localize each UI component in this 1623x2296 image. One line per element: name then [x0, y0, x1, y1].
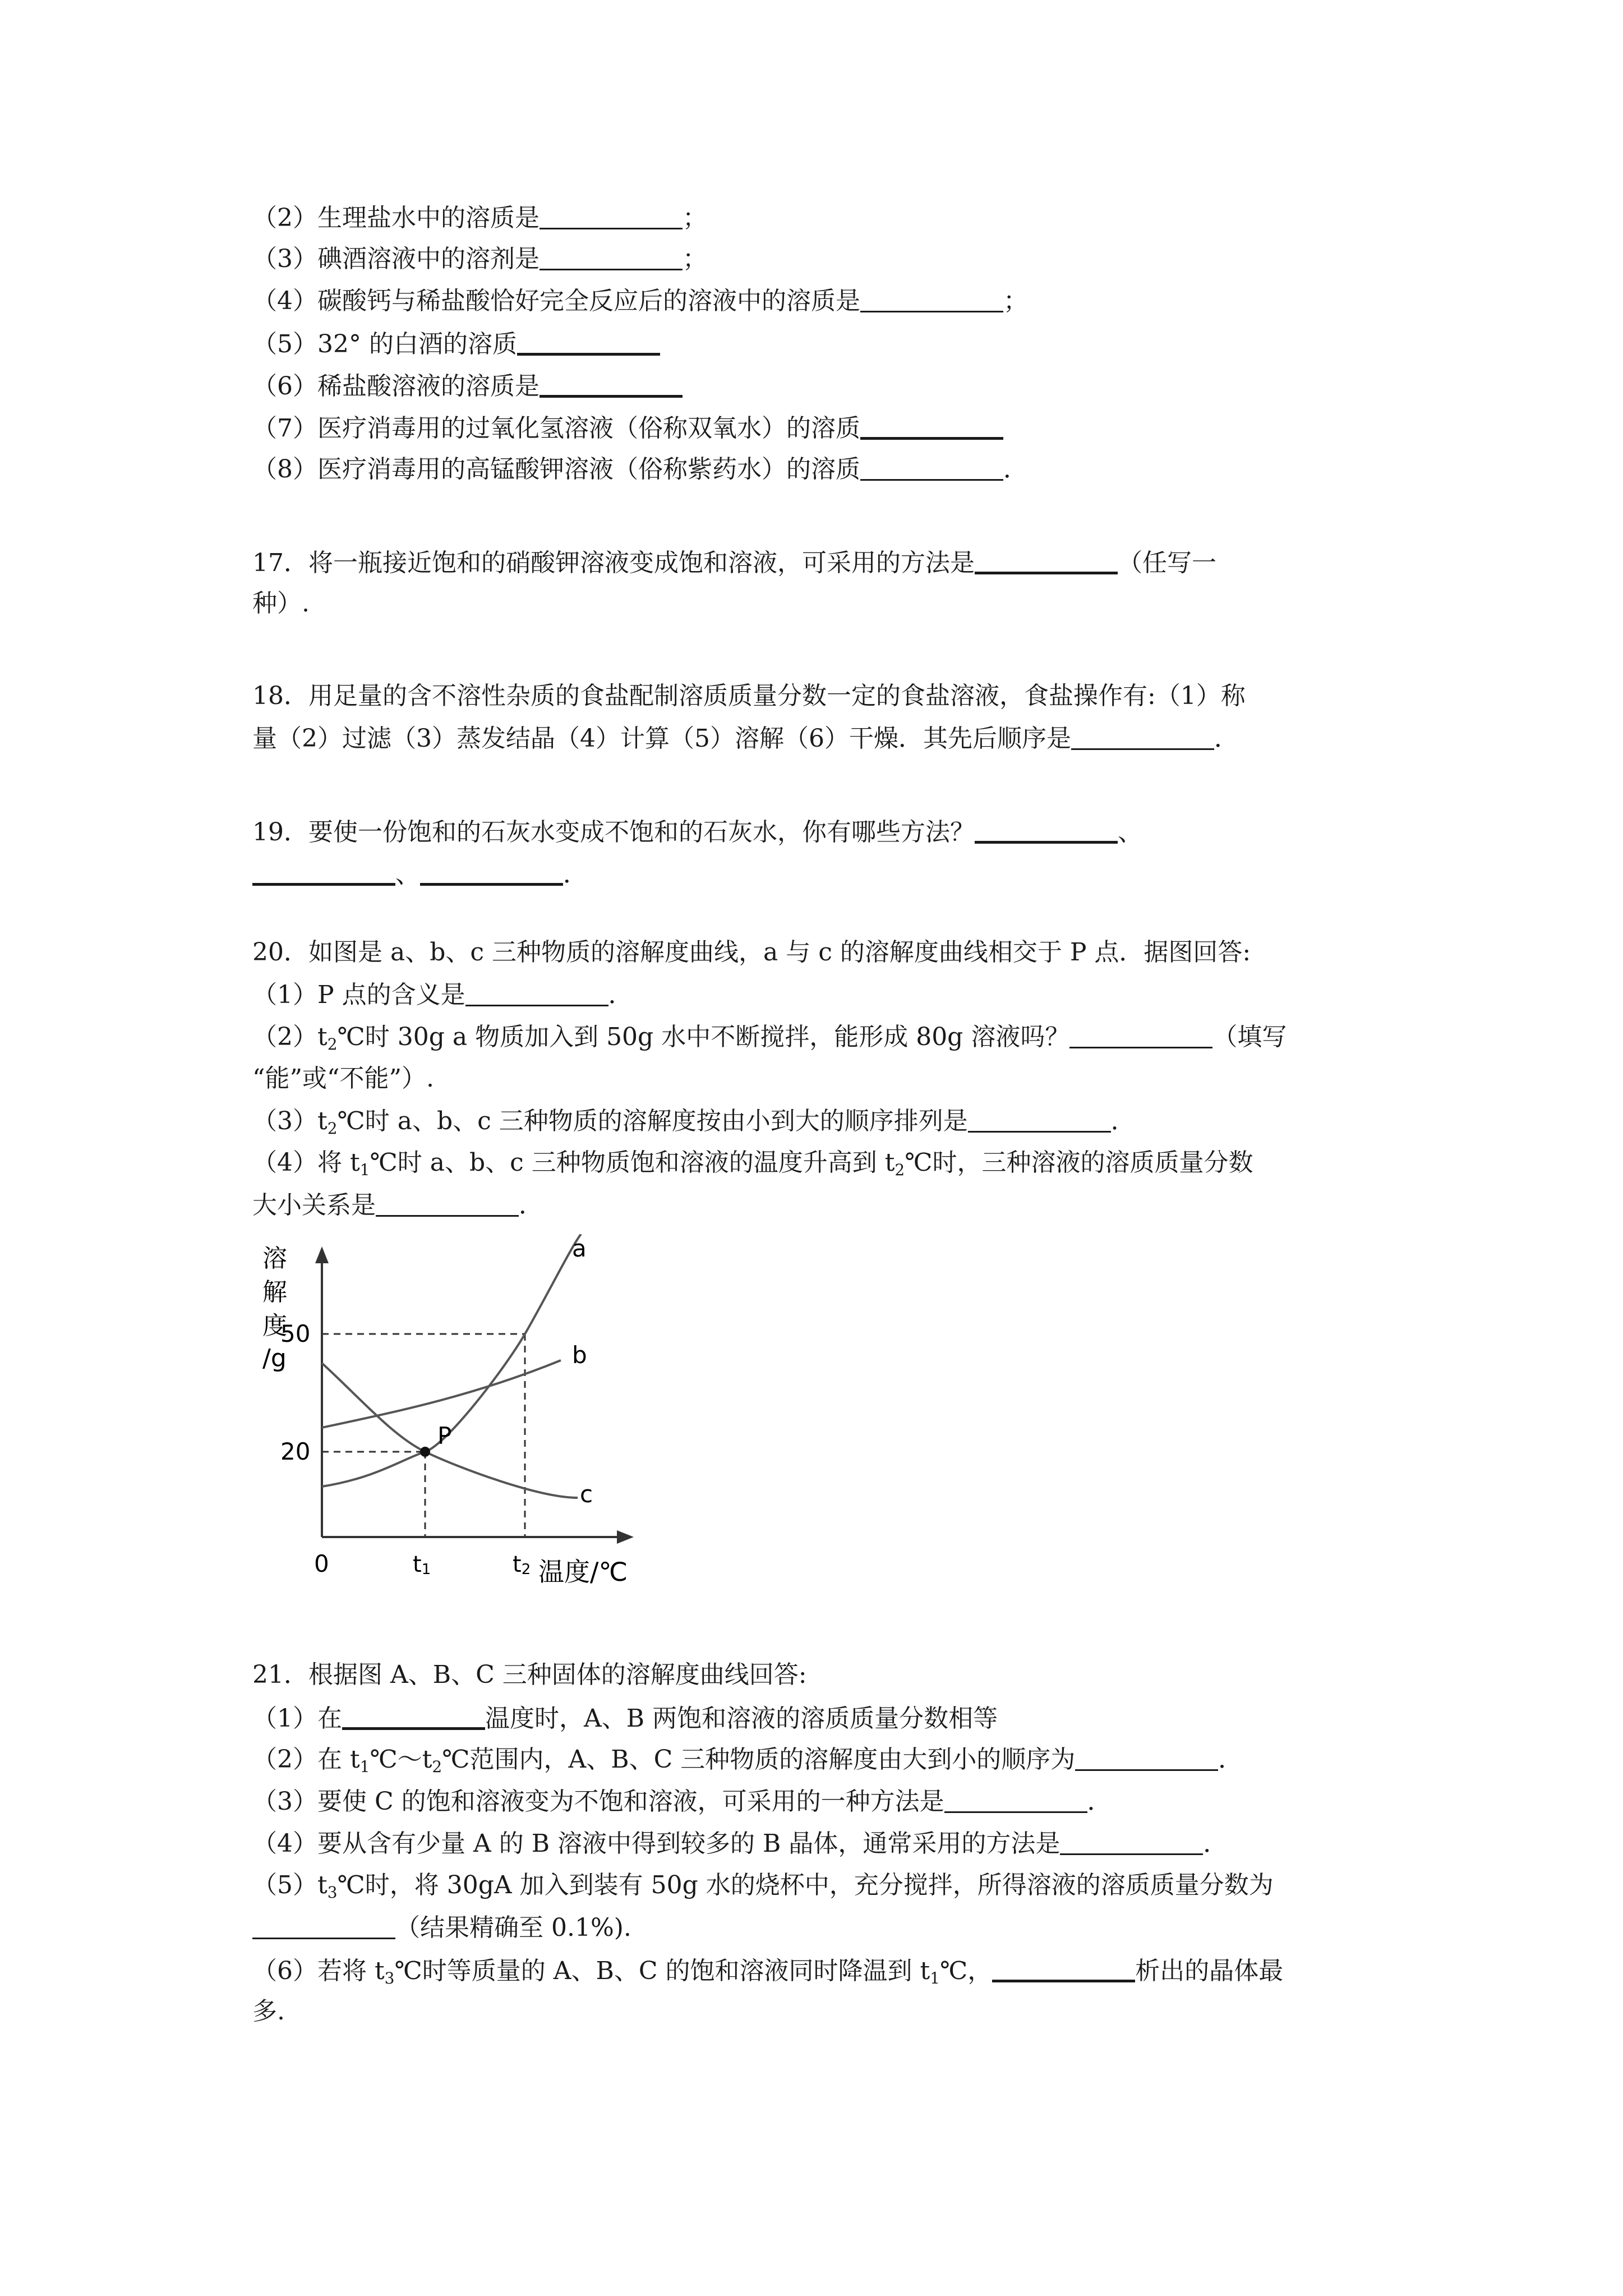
q18-line-1: 18．用足量的含不溶性杂质的食盐配制溶质质量分数一定的食盐溶液，食盐操作有:（1）称 [252, 682, 1246, 710]
y-tick-50: 50 [280, 1320, 311, 1347]
x-tick-t2: t2 [513, 1552, 531, 1578]
answer-blank[interactable] [1071, 724, 1214, 750]
answer-blank[interactable] [860, 286, 1003, 312]
y-axis-label-char-4: /g [262, 1344, 287, 1373]
answer-blank[interactable] [944, 1787, 1087, 1813]
solubility-chart [247, 1234, 707, 1604]
x-tick-0: 0 [314, 1550, 329, 1577]
q21-item-5: $(5)t_3℃$时，将 30gA 加入到装有 50g 水的烧杯中，充分搅拌，所得溶液的溶质质量分数为 [252, 1871, 1274, 1902]
q21-item-1: （1）在 温度时，A、B 两饱和溶液的溶质质量分数相等 [252, 1703, 998, 1733]
answer-blank[interactable] [1075, 1745, 1218, 1771]
y-tick-20: 20 [280, 1438, 311, 1465]
q21-item-6: （6）若将 $t_3℃$时等质量的 A、B、C 的饱和溶液同时降温到 $t_1℃$， 析出的晶体最 [252, 1955, 1283, 1993]
q21-item-5-cont: （结果精确至 0.1%). [252, 1913, 631, 1943]
x-axis-arrow [617, 1530, 634, 1544]
answer-blank[interactable] [1069, 1022, 1212, 1048]
q16-item-8: （8）医疗消毒用的高锰酸钾溶液（俗称紫药水）的溶质 ． [252, 455, 1028, 484]
q17-line-2: 种）. [252, 589, 310, 618]
q20-item-1: （1）P 点的含义是 ． [252, 981, 633, 1009]
x-tick-t1: t1 [413, 1552, 431, 1578]
q16-item-5: （5）32° 的白酒的溶质 [252, 328, 660, 359]
q19-line-1: 19．要使一份饱和的石灰水变成不饱和的石灰水，你有哪些方法？ 、 [252, 816, 1142, 847]
point-label-p: P [437, 1422, 452, 1450]
y-axis-label-char-2: 解 [262, 1278, 287, 1306]
answer-blank[interactable] [252, 858, 395, 886]
answer-blank[interactable] [540, 370, 683, 398]
answer-blank[interactable] [860, 454, 1003, 481]
x-axis-label: 温度/℃ [538, 1557, 628, 1587]
y-axis-label-char-3: 度 [262, 1312, 287, 1340]
answer-blank[interactable] [540, 244, 683, 270]
q21-item-2: （2）在 $t_1℃\sim t_2℃$范围内，A、B、C 三种物质的溶解度由大到小的顺序为 ． [252, 1745, 1243, 1776]
q20-item-3: $(3)t_2℃$时 a、b、c 三种物质的溶解度按由小到大的顺序排列是 ． [252, 1107, 1136, 1138]
q20-stem: 20．如图是 a、b、c 三种物质的溶解度曲线，a 与 c 的溶解度曲线相交于 P 点．据图回答: [252, 938, 1251, 967]
series-label-c: c [580, 1480, 593, 1508]
answer-blank[interactable] [517, 328, 660, 356]
q17-line-1: 17．将一瓶接近饱和的硝酸钾溶液变成饱和溶液，可采用的方法是 （任写一 [252, 547, 1216, 578]
answer-blank[interactable] [420, 858, 563, 886]
answer-blank[interactable] [968, 1106, 1111, 1133]
q21-stem: 21．根据图 A、B、C 三种固体的溶解度曲线回答: [252, 1660, 807, 1689]
q16-item-4: （4）碳酸钙与稀盐酸恰好完全反应后的溶液中的溶质是 ； [252, 287, 1028, 315]
q20-item-2: $(2)t_2℃$时 30g a 物质加入到 50g 水中不断搅拌，能形成 80g 溶液吗？ （填写 [252, 1023, 1287, 1053]
q16-item-2: （2）生理盐水中的溶质是 ； [252, 204, 707, 232]
y-axis-label-char-1: 溶 [262, 1244, 287, 1273]
answer-blank[interactable] [860, 412, 1003, 440]
q18-line-2: 量（2）过滤（3）蒸发结晶（4）计算（5）溶解（6）干燥．其先后顺序是 ． [252, 724, 1239, 753]
series-label-b: b [572, 1341, 587, 1369]
answer-blank[interactable] [376, 1190, 519, 1217]
answer-blank[interactable] [465, 980, 608, 1006]
answer-blank[interactable] [975, 547, 1118, 574]
q21-item-6-cont: 多. [252, 1997, 285, 2026]
q21-item-3: （3）要使 C 的饱和溶液变为不饱和溶液，可采用的一种方法是 ． [252, 1787, 1112, 1816]
answer-blank[interactable] [1060, 1829, 1203, 1855]
answer-blank[interactable] [252, 1913, 395, 1939]
answer-blank[interactable] [975, 816, 1118, 844]
answer-blank[interactable] [992, 1955, 1135, 1982]
y-axis-arrow [315, 1246, 329, 1263]
q19-line-2: 、 ． [252, 858, 588, 889]
q20-item-2-cont: “能”或“不能”）. [252, 1064, 434, 1093]
q16-item-7: （7）医疗消毒用的过氧化氢溶液（俗称双氧水）的溶质 [252, 412, 1003, 443]
q16-item-3: （3）碘酒溶液中的溶剂是 ； [252, 245, 707, 273]
q16-item-6: （6）稀盐酸溶液的溶质是 [252, 370, 683, 401]
q20-item-4-cont: 大小关系是 ． [252, 1191, 543, 1220]
q20-item-4: （4）将 $t_1℃$时 a、b、c 三种物质饱和溶液的温度升高到 $t_2℃$时，三种溶液的溶质质量分数 [252, 1148, 1253, 1179]
answer-blank[interactable] [540, 203, 683, 229]
series-label-a: a [572, 1235, 587, 1262]
point-p [420, 1447, 430, 1457]
q21-item-4: （4）要从含有少量 A 的 B 溶液中得到较多的 B 晶体，通常采用的方法是 ． [252, 1829, 1228, 1858]
answer-blank[interactable] [342, 1703, 485, 1730]
